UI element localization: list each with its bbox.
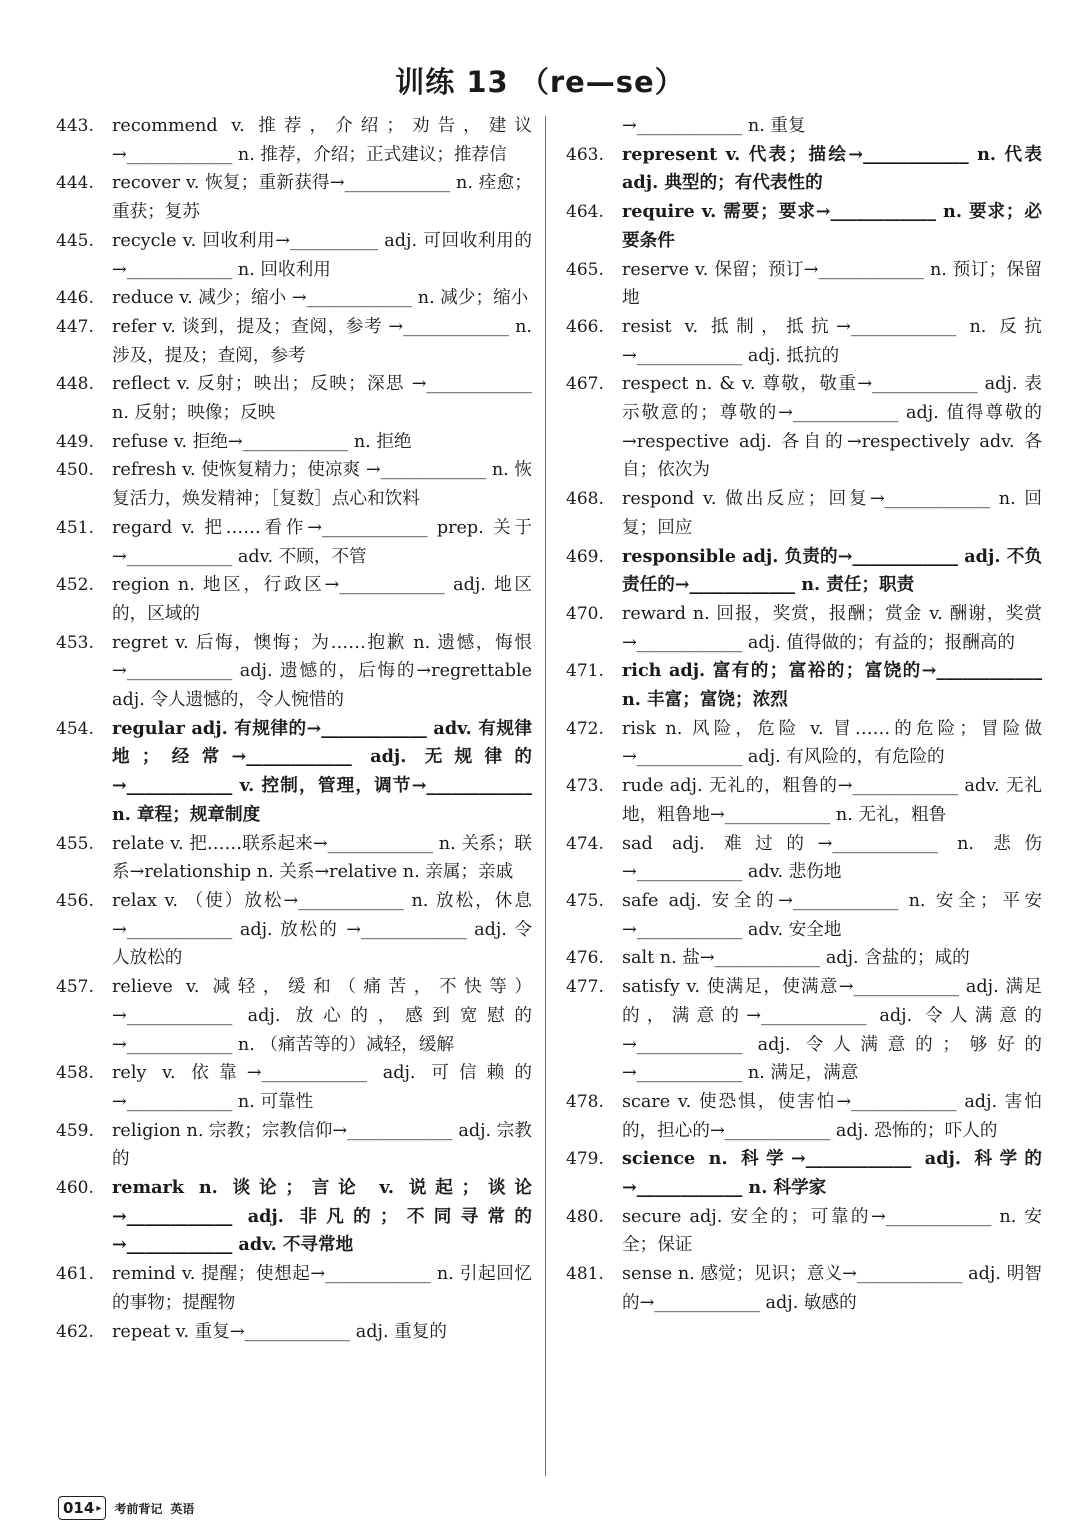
vocab-entry bbox=[566, 256, 1042, 313]
left-column bbox=[56, 112, 539, 1346]
entry-text: salt n. 盐→____________ adj. 含盐的；咸的 bbox=[622, 948, 970, 969]
entry-number: 452. bbox=[56, 575, 94, 596]
entry-number: 467. bbox=[566, 374, 604, 395]
entry-number: 471. bbox=[566, 661, 604, 682]
vocab-entry bbox=[566, 198, 1042, 255]
entry-number: 464. bbox=[566, 202, 604, 223]
page-footer bbox=[58, 1494, 194, 1522]
entry-text: regard v. 把……看作→____________ prep. 关于→____________ adv. 不顾，不管 bbox=[112, 517, 532, 567]
page-number: 014 bbox=[63, 1499, 95, 1517]
entry-text: regular adj. 有规律的→____________ adv. 有规律地；经常→____________ adj. 无规律的→____________ v. 控制，管理，调节→____________ n. 章程；规章制度 bbox=[112, 717, 539, 825]
entry-text: reflect v. 反射；映出；反映；深思 →____________ n. 反射；映像；反映 bbox=[112, 374, 538, 424]
entry-number: 470. bbox=[566, 603, 604, 624]
entry-number: 449. bbox=[56, 431, 94, 452]
entry-number: 463. bbox=[566, 144, 604, 165]
entry-text: reserve v. 保留；预订→____________ n. 预订；保留地 bbox=[622, 259, 1042, 309]
vocab-entry bbox=[56, 169, 532, 226]
entry-text: rely v. 依靠→____________ adj. 可信赖的→____________ n. 可靠性 bbox=[112, 1063, 532, 1112]
entry-text: region n. 地区，行政区→____________ adj. 地区的，区域的 bbox=[112, 575, 532, 624]
entry-number: 468. bbox=[566, 489, 604, 510]
entry-text: require v. 需要；要求→____________ n. 要求；必要条件 bbox=[622, 201, 1042, 251]
entry-text: refuse v. 拒绝→____________ n. 拒绝 bbox=[112, 431, 412, 452]
entry-text: refresh v. 使恢复精力；使凉爽 →____________ n. 恢复活力，焕发精神；［复数］点心和饮料 bbox=[112, 460, 532, 510]
vocab-entry bbox=[56, 629, 538, 715]
entry-text: recover v. 恢复；重新获得→____________ n. 痊愈；重获；复苏 bbox=[112, 173, 532, 223]
entry-number: 447. bbox=[56, 316, 94, 337]
entry-number: 474. bbox=[566, 833, 604, 854]
vocab-entry bbox=[566, 1088, 1042, 1145]
vocab-entry bbox=[566, 772, 1042, 829]
entry-number: 445. bbox=[56, 230, 94, 251]
entry-text: responsible adj. 负责的→____________ adj. 不负责任的→____________ n. 责任；职责 bbox=[622, 545, 1042, 596]
entry-text: sense n. 感觉；见识；意义→____________ adj. 明智的→____________ adj. 敏感的 bbox=[622, 1264, 1042, 1313]
entry-number: 479. bbox=[566, 1149, 604, 1170]
vocab-entry bbox=[566, 1203, 1042, 1260]
page-title: 训练 13 （re—se） bbox=[395, 65, 685, 99]
entry-text: remind v. 提醒；使想起→____________ n. 引起回忆的事物；提醒物 bbox=[112, 1264, 532, 1313]
entry-text: repeat v. 重复→____________ adj. 重复的 bbox=[112, 1321, 447, 1342]
entry-number: 466. bbox=[566, 316, 604, 337]
vocab-entry bbox=[56, 830, 532, 887]
vocab-entry bbox=[56, 112, 532, 169]
entry-text: resist v. 抵制，抵抗→____________ n. 反抗→____________ adj. 抵抗的 bbox=[622, 316, 1042, 366]
vocab-entry bbox=[566, 657, 1049, 714]
entry-number: 446. bbox=[56, 288, 94, 309]
entry-text: science n. 科学→____________ adj. 科学的→____________ n. 科学家 bbox=[622, 1148, 1042, 1199]
entry-text: respect n. & v. 尊敬，敬重→____________ adj. 表示敬意的；尊敬的→____________ adj. 值得尊敬的→respective adj. 各自的→respectively adv. 各自；依次为 bbox=[622, 374, 1042, 481]
entry-number: 448. bbox=[56, 374, 94, 395]
entry-number: 443. bbox=[56, 116, 94, 136]
vocab-entry bbox=[566, 1145, 1042, 1202]
entry-text: refer v. 谈到，提及；查阅，参考 →____________ n. 涉及，提及；查阅，参考 bbox=[112, 316, 538, 366]
page-arrow-icon: ▸ bbox=[96, 1502, 102, 1514]
entry-text: reward n. 回报，奖赏，报酬；赏金 v. 酬谢，奖赏→____________ adj. 值得做的；有益的；报酬高的 bbox=[622, 603, 1042, 653]
vocab-entry bbox=[56, 1260, 532, 1317]
entry-number: 477. bbox=[566, 977, 604, 998]
vocab-entry bbox=[56, 1174, 539, 1260]
entry-text: recycle v. 回收利用→__________ adj. 可回收利用的→____________ n. 回收利用 bbox=[112, 230, 532, 280]
entry-number: 454. bbox=[56, 718, 94, 739]
entry-text: respond v. 做出反应；回复→____________ n. 回复；回应 bbox=[622, 489, 1042, 538]
entry-number: 456. bbox=[56, 890, 94, 911]
entry-text: regret v. 后悔，懊悔；为……抱歉 n. 遗憾，悔恨→____________ adj. 遗憾的，后悔的→regrettable adj. 令人遗憾的，令人惋惜的 bbox=[112, 632, 538, 711]
entry-text: sad adj. 难过的→____________ n. 悲伤→____________ adv. 悲伤地 bbox=[622, 833, 1042, 883]
vocab-entry bbox=[56, 227, 532, 284]
entry-number: 475. bbox=[566, 890, 604, 911]
vocab-entry bbox=[56, 370, 538, 427]
vocab-entry bbox=[566, 313, 1042, 370]
page-number-badge bbox=[58, 1496, 106, 1520]
entry-number: 459. bbox=[56, 1120, 94, 1141]
vocab-entry bbox=[56, 284, 532, 313]
column-divider bbox=[545, 116, 546, 1476]
vocab-entry bbox=[566, 944, 1042, 973]
entry-number: 469. bbox=[566, 546, 604, 567]
entry-number: 476. bbox=[566, 948, 604, 969]
entry-number: 462. bbox=[56, 1321, 94, 1342]
entry-number: 450. bbox=[56, 460, 94, 481]
entry-number: 465. bbox=[566, 259, 604, 280]
vocab-entry bbox=[56, 973, 532, 1059]
entry-text: relate v. 把……联系起来→____________ n. 关系；联系→relationship n. 关系→relative n. 亲属；亲戚 bbox=[112, 833, 532, 883]
vocab-entry bbox=[56, 514, 532, 571]
entry-text: rich adj. 富有的；富裕的；富饶的→____________ n. 丰富；富饶；浓烈 bbox=[622, 660, 1049, 711]
entry-number: 457. bbox=[56, 977, 94, 998]
vocab-entry bbox=[56, 428, 532, 457]
vocab-entry bbox=[566, 887, 1042, 944]
entry-text: religion n. 宗教；宗教信仰→____________ adj. 宗教的 bbox=[112, 1120, 532, 1170]
entry-number: 451. bbox=[56, 517, 94, 538]
entry-number: 458. bbox=[56, 1063, 94, 1084]
entry-text: reduce v. 减少；缩小 →____________ n. 减少；缩小 bbox=[112, 288, 529, 309]
vocab-entry bbox=[566, 600, 1042, 657]
vocab-entry bbox=[566, 715, 1042, 772]
book-title: 考前背记 bbox=[114, 1501, 163, 1516]
entry-number: 478. bbox=[566, 1091, 604, 1112]
entry-text: secure adj. 安全的；可靠的→____________ n. 安全；保证 bbox=[622, 1206, 1042, 1256]
vocab-entry bbox=[56, 887, 538, 973]
vocab-entry bbox=[56, 715, 539, 830]
vocab-entry bbox=[566, 485, 1042, 542]
vocab-entry bbox=[56, 313, 538, 370]
vocab-entry bbox=[56, 456, 532, 513]
entry-text: represent v. 代表；描绘→____________ n. 代表 adj. 典型的；有代表性的 bbox=[622, 143, 1049, 194]
entry-text: safe adj. 安全的→____________ n. 安全；平安→____________ adv. 安全地 bbox=[622, 890, 1042, 940]
entry-text: scare v. 使恐惧，使害怕→____________ adj. 害怕的，担心的→____________ adj. 恐怖的；吓人的 bbox=[622, 1091, 1042, 1141]
vocab-entry bbox=[566, 1260, 1042, 1317]
vocab-entry bbox=[56, 1059, 532, 1116]
entry-number: 460. bbox=[56, 1178, 94, 1199]
entry-number: 444. bbox=[56, 173, 94, 194]
right-column bbox=[566, 112, 1049, 1318]
entry-number: 472. bbox=[566, 718, 604, 739]
entry-text: satisfy v. 使满足，使满意→____________ adj. 满足的，满意的→____________ adj. 令人满意的→____________ adj. 令人满意的；够好的→____________ n. 满足，满意 bbox=[622, 977, 1042, 1084]
entry-text: →____________ n. 重复 bbox=[622, 116, 806, 136]
entry-text: rude adj. 无礼的，粗鲁的→____________ adv. 无礼地，粗鲁地→____________ n. 无礼，粗鲁 bbox=[622, 776, 1042, 825]
entry-text: risk n. 风险，危险 v. 冒……的危险；冒险做→____________ adj. 有风险的，有危险的 bbox=[622, 718, 1042, 768]
entry-text: relieve v. 减轻，缓和（痛苦，不快等）→____________ adj. 放心的，感到宽慰的→____________ n. （痛苦等的）减轻，缓解 bbox=[112, 977, 532, 1055]
entry-number: 461. bbox=[56, 1264, 94, 1285]
vocab-entry bbox=[56, 1318, 532, 1347]
vocab-entry bbox=[566, 543, 1042, 600]
entry-text: recommend v. 推荐，介绍；劝告，建议→____________ n. 推荐，介绍；正式建议；推荐信 bbox=[112, 116, 532, 165]
entry-number: 455. bbox=[56, 833, 94, 854]
vocab-entry bbox=[566, 112, 1042, 141]
entry-number: 473. bbox=[566, 776, 604, 797]
entry-number: 480. bbox=[566, 1206, 604, 1227]
subject-label: 英语 bbox=[170, 1501, 195, 1516]
entry-number: 481. bbox=[566, 1264, 604, 1285]
vocab-entry bbox=[566, 370, 1042, 485]
vocab-entry bbox=[566, 830, 1042, 887]
vocab-entry bbox=[566, 973, 1042, 1088]
entry-text: relax v. （使）放松→____________ n. 放松，休息 →____________ adj. 放松的 →____________ adj. 令人放松的 bbox=[112, 890, 538, 969]
entry-text: remark n. 谈论；言论 v. 说起；谈论 →____________ adj. 非凡的；不同寻常的→____________ adv. 不寻常地 bbox=[112, 1177, 539, 1256]
vocab-entry bbox=[566, 141, 1049, 198]
vocab-entry bbox=[56, 1117, 532, 1174]
entry-number: 453. bbox=[56, 632, 94, 653]
vocab-entry bbox=[56, 571, 532, 628]
